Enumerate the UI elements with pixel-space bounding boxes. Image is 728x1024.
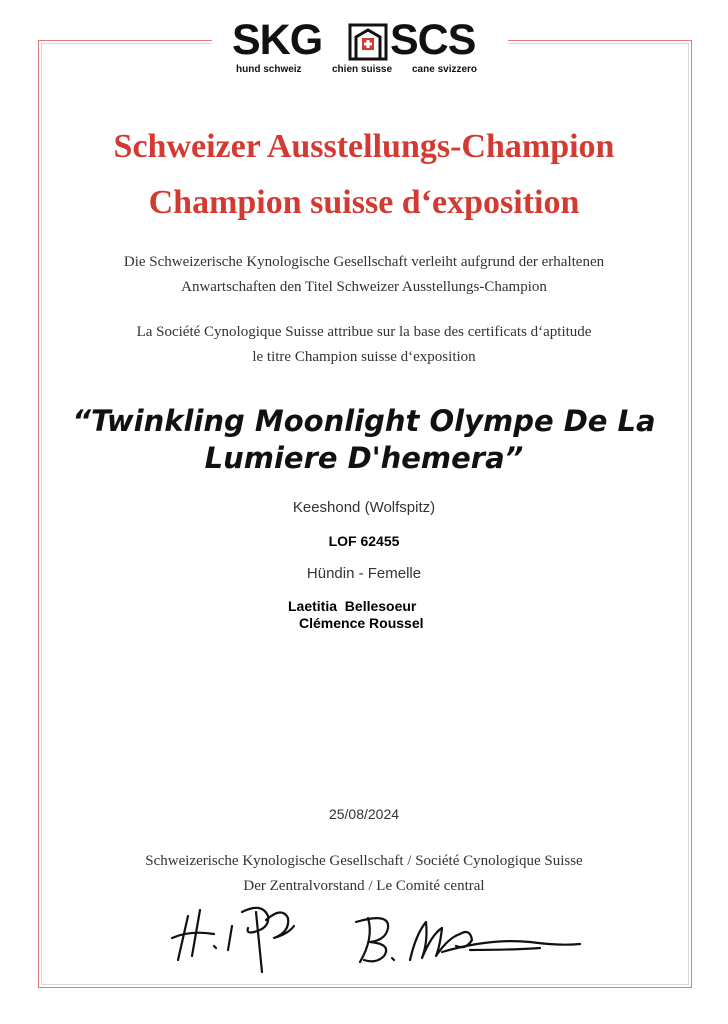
owner-1: Laetitia Bellesoeur: [288, 598, 417, 614]
award-text-german: [0, 250, 728, 300]
dog-name-line1: “Twinkling Moonlight Olympe De La: [72, 404, 656, 438]
title-french: Champion suisse d‘exposition: [148, 184, 580, 221]
award-text-german-line1: Die Schweizerische Kynologische Gesellschaft verleiht aufgrund der erhaltenen: [123, 254, 605, 270]
issuer-footer: [0, 849, 728, 899]
title-german: Schweizer Ausstellungs-Champion: [113, 128, 615, 165]
logo-tagline-de: hund schweiz: [236, 64, 302, 75]
signature-1: [172, 908, 294, 972]
swiss-cross-house-icon: [348, 22, 388, 62]
skg-scs-logo: [212, 14, 508, 84]
dog-name: [0, 403, 728, 477]
issuer-line2: Der Zentralvorstand / Le Comité central: [243, 878, 485, 894]
dog-sex: Hündin - Femelle: [306, 565, 422, 582]
signatures: [170, 898, 590, 978]
award-text-french: [0, 320, 728, 370]
award-text-german-line2: Anwartschaften den Titel Schweizer Ausstellungs-Champion: [181, 279, 547, 295]
logo-skg-text: SKG: [232, 16, 323, 64]
issuer-line1: Schweizerische Kynologische Gesellschaft / Société Cynologique Suisse: [145, 853, 583, 869]
logo-tagline-it: cane svizzero: [412, 64, 478, 75]
logo-scs-text: SCS: [390, 16, 476, 64]
dog-breed: Keeshond (Wolfspitz): [292, 499, 436, 516]
signature-2: [356, 918, 580, 962]
award-date: 25/08/2024: [328, 806, 400, 822]
award-text-french-line2: le titre Champion suisse d‘exposition: [252, 349, 476, 365]
dog-registration: LOF 62455: [328, 533, 400, 549]
owner-2: Clémence Roussel: [299, 615, 424, 631]
dog-name-line2: Lumiere D'hemera”: [204, 441, 524, 475]
award-text-french-line1: La Société Cynologique Suisse attribue sur la base des certificats d‘aptitude: [136, 324, 592, 340]
logo-tagline-fr: chien suisse: [332, 64, 393, 75]
